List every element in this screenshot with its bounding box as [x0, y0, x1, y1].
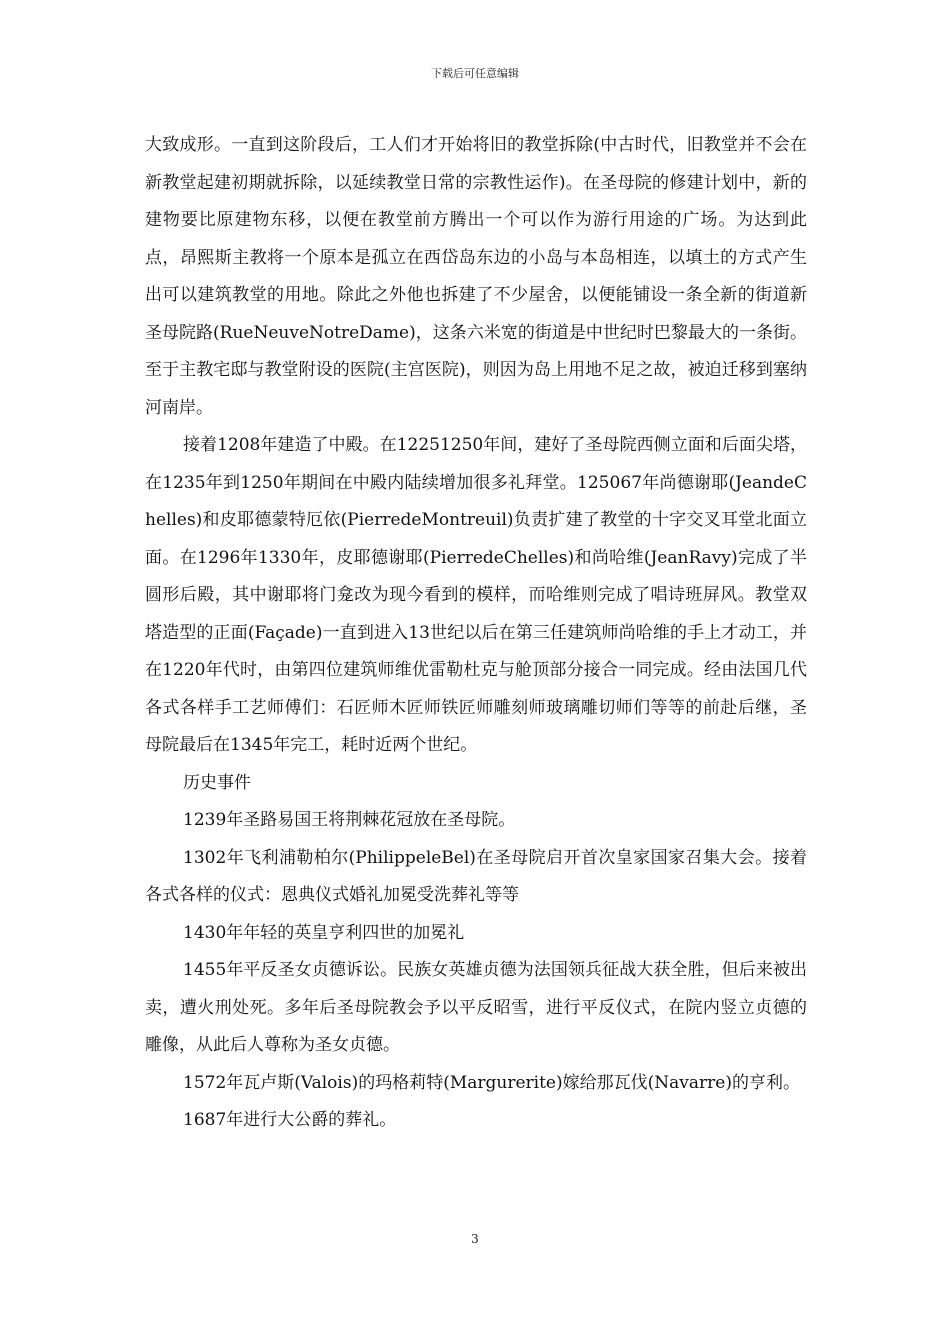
document-body	[145, 127, 807, 1140]
section-heading-history-events: 历史事件	[183, 772, 251, 793]
event-1687: 1687年进行大公爵的葬礼。	[183, 1110, 397, 1130]
event-1302: 1302年飞利浦勒柏尔(PhilippeleBel)在圣母院启开首次皇家国家召集大会。接着各式各样的仪式：恩典仪式婚礼加冕受洗葬礼等等	[145, 847, 807, 905]
page-number: 3	[471, 1232, 479, 1246]
event-1455: 1455年平反圣女贞德诉讼。民族女英雄贞德为法国领兵征战大获全胜，但后来被出卖，遭火刑处死。多年后圣母院教会予以平反昭雪，进行平反仪式，在院内竖立贞德的雕像，从此后人尊称为圣女贞德。	[145, 960, 807, 1055]
paragraph-construction-timeline: 接着1208年建造了中殿。在12251250年间，建好了圣母院西侧立面和后面尖塔，在1235年到1250年期间在中殿内陆续增加很多礼拜堂。125067年尚德谢耶(JeandeChelles)和皮耶德蒙特厄依(PierredeMontreuil)负责扩建了教堂的十字交叉耳堂北面立面。在1296年1330年，皮耶德谢耶(PierredeChelles)和尚哈维(JeanRavy)完成了半圆形后殿，其中谢耶将门龛改为现今看到的模样，而哈维则完成了唱诗班屏风。教堂双塔造型的正面(Façade)一直到进入13世纪以后在第三任建筑师尚哈维的手上才动工，并在1220年代时，由第四位建筑师维优雷勒杜克与舱顶部分接合一同完成。经由法国几代各式各样手工艺师傅们：石匠师木匠师铁匠师雕刻师玻璃雕切师们等等的前赴后继，圣母院最后在1345年完工，耗时近两个世纪。	[145, 435, 807, 755]
event-1572: 1572年瓦卢斯(Valois)的玛格莉特(Margurerite)嫁给那瓦伐(Navarre)的亨利。	[183, 1072, 800, 1093]
page-header: 下载后可任意编辑	[431, 67, 519, 80]
event-1239: 1239年圣路易国王将荆棘花冠放在圣母院。	[183, 810, 516, 830]
paragraph-construction-layout: 大致成形。一直到这阶段后，工人们才开始将旧的教堂拆除(中古时代，旧教堂并不会在新教堂起建初期就拆除，以延续教堂日常的宗教性运作)。在圣母院的修建计划中，新的建物要比原建物东移，以便在教堂前方腾出一个可以作为游行用途的广场。为达到此点，昂熙斯主教将一个原本是孤立在西岱岛东边的小岛与本岛相连，以填土的方式产生出可以建筑教堂的用地。除此之外他也拆建了不少屋舍，以便能铺设一条全新的街道新圣母院路(RueNeuveNotreDame)，这条六米宽的街道是中世纪时巴黎最大的一条街。至于主教宅邸与教堂附设的医院(主宫医院)，则因为岛上用地不足之故，被迫迁移到塞纳河南岸。	[145, 135, 807, 418]
event-1430: 1430年年轻的英皇亨利四世的加冕礼	[183, 922, 465, 943]
